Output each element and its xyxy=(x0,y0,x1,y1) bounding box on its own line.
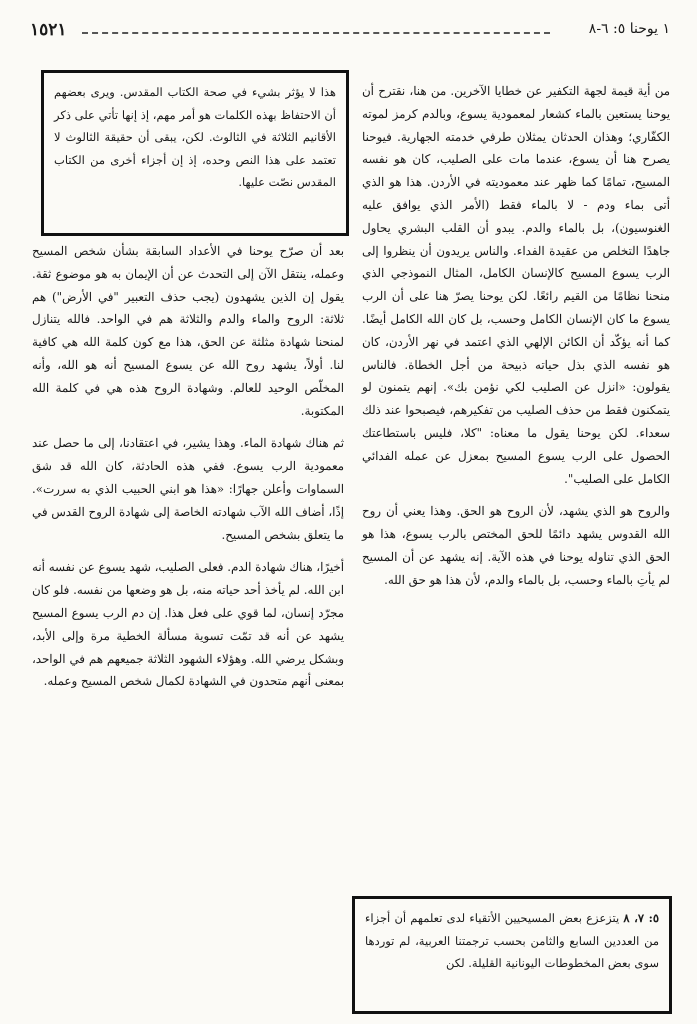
paragraph: أخيرًا، هناك شهادة الدم. فعلى الصليب، شهد يسوع عن نفسه أنه ابن الله. لم يأخذ أحد حياته منه، بل هو وضعها من نفسه. فلو كان مجرّد إنسان، لما قوي على فعل هذا. إن دم الرب يسوع المسيح يشهد عن أنه قد تمّت تسوية مسألة الخطية مرة وإلى الأبد، وبشكل يرضي الله. وهؤلاء الشهود الثلاثة جميعهم هم في الواحد، بمعنى أنهم متحدون في الشهادة لكمال شخص المسيح وعمله. xyxy=(32,560,344,689)
boxed-note-top xyxy=(41,70,349,236)
paragraph: ثم هناك شهادة الماء. وهذا يشير، في اعتقادنا، إلى ما حصل عند معمودية الرب يسوع. ففي هذه الحادثة، كان الله قد شق السماوات وأعلن جهارًا: «هذا هو ابني الحبيب الذي به سررت». إذًا، أضاف الله الآب شهادته الخاصة إلى شهادة الروح القدس في ما يتعلق بشخص المسيح. xyxy=(32,436,344,542)
paragraph: والروح هو الذي يشهد، لأن الروح هو الحق. وهذا يعني أن روح الله القدوس يشهد دائمًا للحق المختص بالرب يسوع، هذا هو الحق الذي تناوله يوحنا في هذه الآية. إنه يشهد عن أن المسيح لم يأتِ بالماء وحسب، بل بالماء والدم، لأن هذا هو حق الله. xyxy=(362,504,670,587)
page-header xyxy=(30,18,670,46)
paragraph: بعد أن صرّح يوحنا في الأعداد السابقة بشأن شخص المسيح وعمله، ينتقل الآن إلى التحدث عن أن الإيمان به هو موضوع ثقة. يقول إن الذين يشهدون (يجب حذف التعبير "في الأرض") هم ثلاثة: الروح والماء والدم والثلاثة هم في الواحد. فالله يتنازل لمنحنا شهادة مثلثة عن الحق، هذا مع كون كلمة الله هي كافية لنا. أولاً، يشهد روح الله عن يسوع المسيح أنه هو الله، وأنه المخلّص الوحيد للعالم. وشهادة الروح هذه هي في كلمة الله المكتوبة. xyxy=(32,244,344,418)
boxed-note-bottom-text: يتزعزع بعض المسيحيين الأتقياء لدى تعلمهم أن أجزاء من العددين السابع والثامن بحسب ترجمتنا العربية، لم توردها سوى بعض المخطوطات اليونانية القليلة. لكن xyxy=(365,911,659,970)
page-number: ١٥٢١ xyxy=(30,20,67,40)
running-head: ١ يوحنا ٥: ٦-٨ xyxy=(588,21,670,37)
boxed-note-bottom xyxy=(352,896,672,1014)
verse-reference: ٥: ٧، ٨ xyxy=(623,911,660,925)
paragraph: من أية قيمة لجهة التكفير عن خطايا الآخرين. من هنا، نقترح أن يوحنا يستعين بالماء كشعار لمعمودية يسوع، وبالدم كرمز لموته الكفّاري؛ وهذان الحدثان يمثلان طرفي خدمته الجهارية. فيوحنا يصرح هنا أن يسوع، عندما مات على الصليب، كان هو نفسه المسيح، تمامًا كما ظهر عند معموديته في الأردن. هذا هو الذي أتى بماء ودم - لا بالماء فقط (الأمر الذي يوافق عليه الغنوسيون)، بل بالماء والدم. يبدو أن القلب البشري يحاول جاهدًا التخلص من عقيدة الفداء. والناس يريدون أن ينظروا إلى الرب يسوع المسيح كالإنسان الكامل، المثال النموذجي الذي منحنا نظامًا من القيم رائعًا. لكن يوحنا يصرّ هنا على أن الرب يسوع ما كان الإنسان الكامل وحسب، بل كان الله الكامل أيضًا. كما أنه يؤكّد أن الكائن الإلهي الذي اعتمد في نهر الأردن، كان هو نفسه الذي بذل حياته ذبيحة من أجل الخطاة. فالناس يقولون: «انزل عن الصليب لكي نؤمن بك». إنهم يتمنون لو يتمكنون فقط من حذف الصليب من تفكيرهم، فيصبحوا عند ذلك سعداء. لكن يوحنا يقول ما معناه: "كلا، فليس باستطاعتك الحصول على الرب يسوع المسيح بمعزل عن عمله الفدائي الكامل على الصليب". xyxy=(362,84,670,486)
left-column xyxy=(32,240,344,693)
header-dashed-rule xyxy=(82,32,550,34)
boxed-note-top-text: هذا لا يؤثر بشيء في صحة الكتاب المقدس. ويرى بعضهم أن الاحتفاظ بهذه الكلمات هو أمر مهم، إذ إنها تأتي على ذكر الأقانيم الثلاثة في الثالوث. لكن، يبقى أن حقيقة الثالوث لا تعتمد على هذا النص وحده، إذ إن أجزاء أخرى من الكتاب المقدس نصّت عليها. xyxy=(54,85,336,189)
right-column xyxy=(362,80,670,592)
